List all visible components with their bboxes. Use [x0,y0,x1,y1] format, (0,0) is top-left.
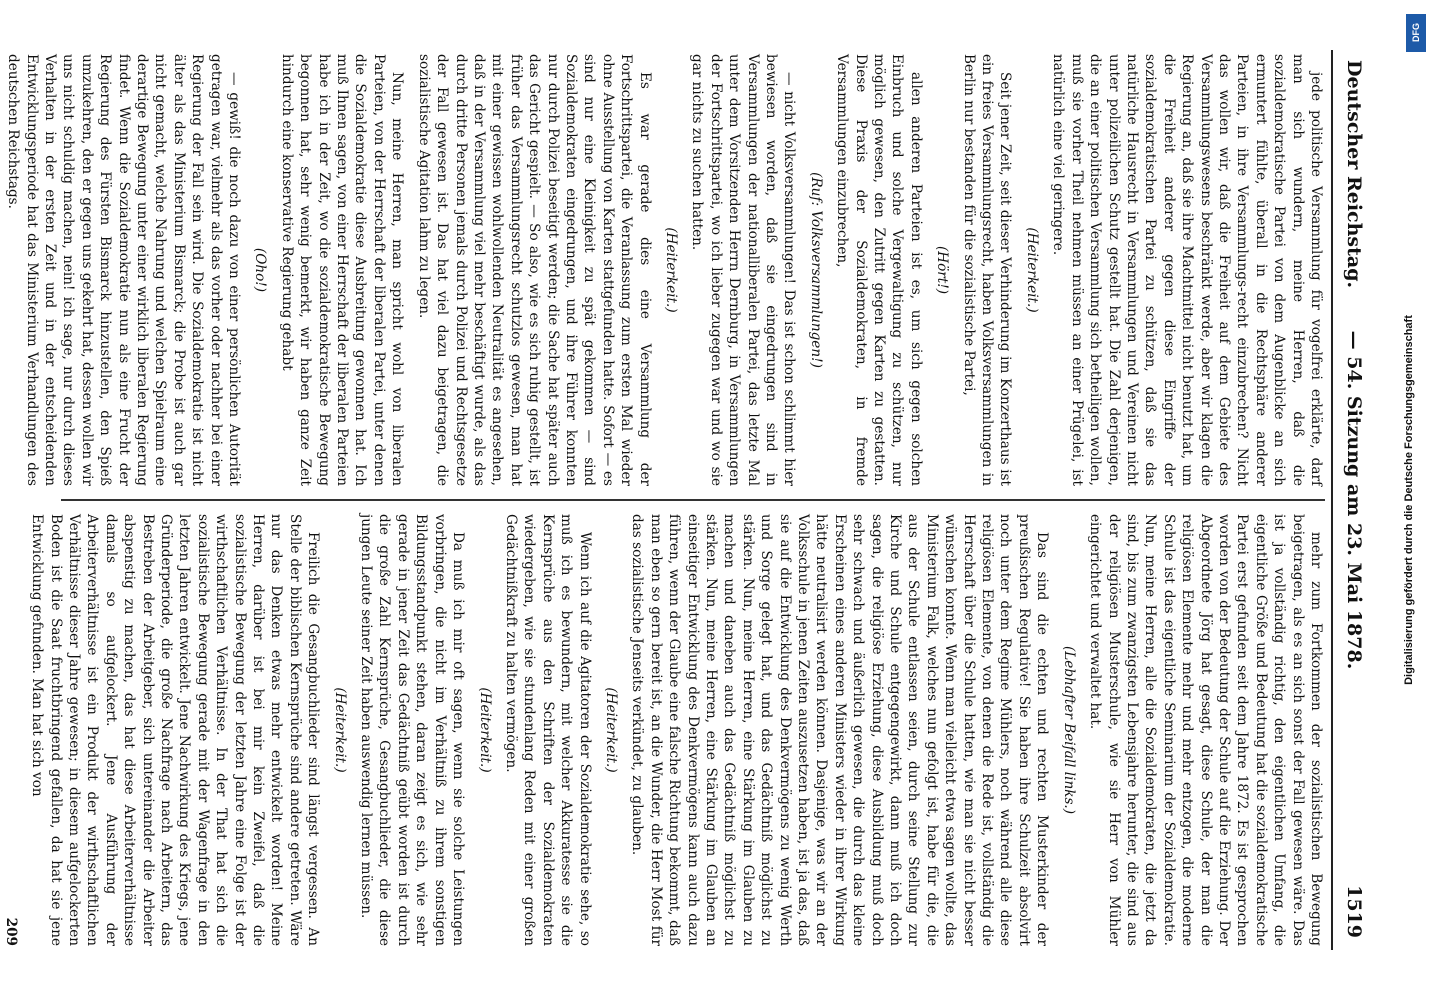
paragraph: Nun, meine Herren, man spricht wohl von liberalen Parteien, von der Herrschaft der liberalen Partei, unter denen die Sozialdemokratie diese Ausbreitung gewonnen hat. Ich muß Ihnen sagen, von einer Herrschaft der liberalen Parteien habe ich in der Zeit, wo die sozialdemokratische Bewegung begonnen hat, sehr wenig bemerkt, wir haben ganze Zeit hindurch eine konservative Regierung gehabt [278,54,406,486]
page-number: 1519 [1343,885,1365,938]
interjection: (Heiterkeit.) [663,227,679,313]
signature-mark: 209 [2,917,19,946]
dfg-logo: DFG [1406,14,1426,52]
paragraph: mehr zum Fortkommen der sozialistischen Bewegung beigetragen, als es an sich sonst der Fall gewesen wäre. Das ist ja vollständig richtig, den eigentlichen Umfang, die eigentliche Größe und Bedeutung hat die sozialdemokratische Partei erst gefunden seit dem Jahre 1872. Es ist gesprochen worden von der Bedeutung der Schule auf die Erziehung. Der Abgeordnete Jörg hat gesagt, diese Schule, der man die religiösen Elemente mehr und mehr entzogen, die moderne Schule ist das eigentliche Seminarium der Sozialdemokratie. Nun, meine Herren, alle die Sozialdemokraten, die jetzt da sind, bis zum zwanzigsten Lebensjahre herunter, die sind aus der religiösen Musterschule, wie sie Herr von Mühler eingerichtet und verwaltet hat. [1087,514,1324,946]
paragraph: — nicht Volksversammlungen! Das ist schon schlimmt hier bewiesen worden, daß sie eingedrungen sind in Versammlungen der nationalliberalen Partei, das letzte Mal unter dem Vorsitzenden Herrn Dernburg, in Versammlungen der Fortschrittspartei, wo ich lieber zugegen war und wo sie gar nichts zu suchen hatten. [689,54,798,486]
paragraph: jede politische Versammlung für vogelfrei erklärte, darf man sich wundern, meine Herren, daß die sozialdemokratische Partei von dem Augenblicke an sich ermuntert fühlte, überall in die Rechtsphäre anderer Parteien, in ihre Versammlungs-recht einzubrechen? Nicht das wollen wir, daß die Freiheit auf dem Gebiete des Versammlungswesens beschränkt werde, aber wir klagen die Regierung an, daß sie ihre Machtmittel nicht benutzt hat, um die Freiheit anderer gegen diese Eingriffe der sozialdemokratischen Partei zu schützen, daß sie das natürliche Hausrecht in Versammlungen und Vereinen nicht unter polizeilichen Schutz gestellt hat. Die Zahl derjenigen, die an einer politischen Versammlung sich betheiligen wollen, muß sie vorher Theil nehmen müssen an einer Prügelei, ist natürlich eine viel geringere. [1050,54,1324,486]
interjection: (Heiterkeit.) [602,687,619,773]
left-column [5,54,1325,486]
interjection: (Ruf: Volksversammlungen!) [807,172,824,368]
interjection: (Heiterkeit.) [1023,227,1040,313]
rotated-page [2,50,1381,950]
paragraph: Es war gerade dies eine Versammlung der Fortschrittspartei, die Veranlassung zum ersten Mal wieder ohne Ausstellung von Karten stattgefunden hatte. Sofort — es sind nur eine Kleinigkeit zu spät gekommen — sind Sozialdemokraten eingedrungen, und ihre Führer konnten nur durch Polizei beseitigt werden; die Sache hat später auch das Gericht gespielt. — So also, wie es sich ruhig gestellt, ist früher das Versammlungsrecht schutzlos gewesen, man hat mit einer gewissen wohlwollenden Neutralität es angesehen, daß in der Versammlung viel mehr beschäftigt wurde, als das durch dritte Personen jemals durch Polizei und Rechtsgesetze der Fall gewesen ist. Das hat viel dazu beigetragen, die sozialistische Agitation lahm zu legen. [415,54,653,486]
interjection: (Oho!) [252,247,269,293]
paragraph: — gewiß! die noch dazu von einer persönlichen Autorität getragen war, vielmehr als das vorher oder nachher bei einer Regierung der Fall sein wird. Die Sozialdemokratie ist nicht älter als das Ministerium Bismarck; die Probe ist auch gar nicht gemacht, welche Nahrung und welchen Spielraum eine derartige Bewegung unter einer wirklich liberalen Regierung findet. Wenn die Sozialdemokratie nun als eine Frucht der Regierung des Fürsten Bismarck hinzustellen, den Spieß umzukehren, den er gegen uns gekehrt hat, dessen wollen wir uns nicht schuldig machen, nein! ich sage, nur durch dieses Verhalten in der ersten Zeit und in der entscheidenden Entwicklungsperiode hat das Ministerium Verhandlungen des deutschen Reichstags. [5,54,243,486]
paragraph: Seit jener Zeit, seit dieser Verhinderung im Konzerthaus ist ein freies Versammlungsrecht, haben Volksversammlungen in Berlin nur bestanden für die sozialistische Partei, [960,54,1014,486]
header-center: — 54. Sitzung am 23. Mai 1878. [1343,330,1365,670]
interjection: (Heiterkeit.) [331,687,348,773]
interjection: (Heiterkeit.) [476,687,493,773]
paragraph: allen anderen Parteien ist es, um sich gegen solchen Einbruch und solche Vergewaltigung zu schützen, nur möglich gewesen, den Zutritt gegen Karten zu gestatten. Diese Praxis der Sozialdemokraten, in fremde Versammlungen einzubrechen, [834,54,924,486]
page-header [1331,50,1373,950]
paragraph: Wenn ich auf die Agitatoren der Sozialdemokratie sehe, so muß ich es bewundern, mit welcher Akkuratesse sie die Kernsprüche aus den Schriften der Sozialdemokraten wiedergeben, wie sie stundenlang Reden mit einer großen Gedächtnißkraft zu halten vermögen. [502,514,593,946]
right-column [2,514,1325,946]
interjection: (Lebhafter Beifall links.) [1060,645,1077,815]
paragraph: Das sind die echten und rechten Musterkinder der preußischen Regulative! Sie haben ihre Schulzeit absolvirt noch unter dem Regime Mühlers, noch während alle diese religiösen Elemente, von denen die Rede ist, vollständig die Herrschaft über die Schule hatten, wie man sie nicht besser wünschen konnte. Wenn man vielleicht etwa sagen wollte, das Ministerium Falk, welches nun gefolgt ist, habe für die, die aus der Schule entlassen seien, durch seine Stellung zur Kirche und Schule entgegengewirkt, dann muß ich doch sagen, die religiöse Erziehung, diese Ausbildung muß doch sehr schwach und äußerlich gewesen, die durch das kleine Erscheinen eines anderen Ministers wieder in ihrer Wirkung hätte neutralisirt werden können. Dasjenige, was wir an der Volksschule in jenen Zeiten auszusetzen haben, ist ja das, daß sie auf die Entwicklung des Denkvermögens zu wenig Werth und Sorge gelegt hat, und das Gedächtniß möglichst zu stärken. Nun, meine Herren, eine Stärkung im Glauben zu machen und daneben auch das Gedächtniß möglichst zu stärken. Nun, meine Herren, eine Stärkung im Glauben an einseitiger Entwicklung des Denkvermögens kann auch dazu führen, wenn der Glaube eine falsche Richtung bekommt, daß man eben so gern bereit ist, an die Wunder, die Herr Most für das sozialistische Jenseits verkündet, zu glauben. [629,514,1051,946]
paragraph: Freilich die Gesangbuchlieder sind längst vergessen. An Stelle der biblischen Kernsprüche sind andere getreten. Wäre nur das Denken etwas mehr entwickelt worden! Meine Herren, darüber ist bei mir kein Zweifel, daß die sozialistische Bewegung der letzten Jahre eine Folge ist der wirthschaftlichen Verhältnisse. In der That hat sich die sozialistische Bewegung gerade mit der Wagenfrage in den letzten Jahren entwickelt. Jene Nachwirkung des Kriegs, jene Gründerperiode, die große Nachfrage nach Arbeitern, das Bestreben der Arbeitgeber, sich untereinander die Arbeiter abspenstig zu machen, das hat diese Arbeiterverhältnisse damals so aufgelockert. Jene Ausführung der Arbeiterverhältnisse ist ein Produkt der wirthschaftlichen Verhältnisse dieser Jahre gewesen; in diesem aufgelockerten Boden ist die Saat fruchtbringend gefallen, da hat sie jene Entwicklung gefunden. Man hat sich von [29,514,322,946]
digitization-sidebar [1392,0,1432,1000]
interjection: (Hört!) [934,245,951,295]
digitization-credit: Digitalisierung gefördert durch die Deutsche Forschungsgemeinschaft [1403,315,1415,685]
header-left: Deutscher Reichstag. [1343,60,1365,289]
column-divider [61,499,1325,501]
paragraph: Da muß ich mir oft sagen, wenn sie solche Leistungen vorbringen, die nicht im Verhältniß zu ihrem sonstigen Bildungsstandpunkt stehen, daran zeigt es sich, wie sehr gerade in jener Zeit das Gedächtniß geübt worden ist durch die große Zahl Kernsprüche, Gesangbuchlieder, die diese jungen Leute seiner Zeit haben auswendig lernen müssen. [358,514,467,946]
text-columns [2,50,1325,950]
